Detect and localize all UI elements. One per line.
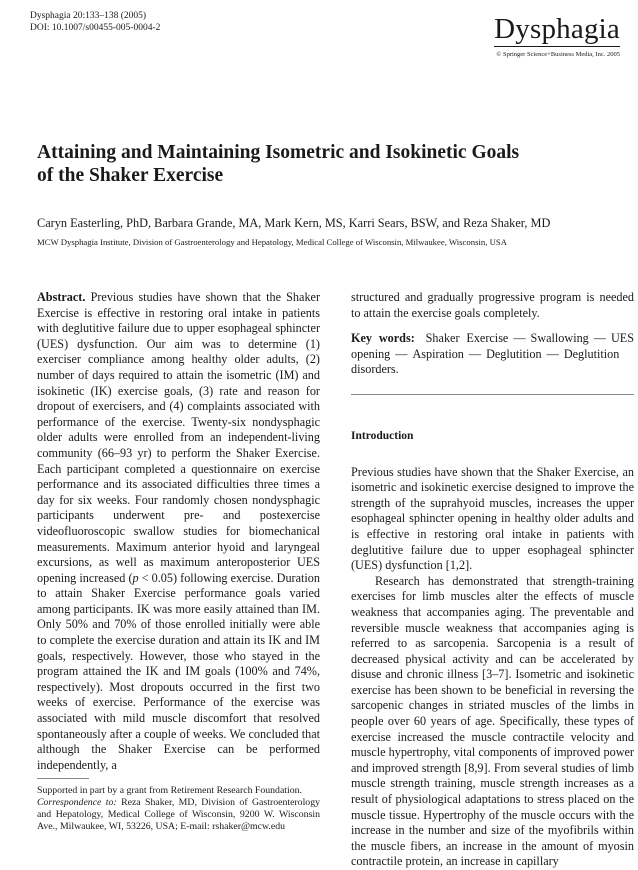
abstract-continuation: structured and gradually progressive program is needed to attain the exercise goals completely. <box>351 290 634 320</box>
right-column <box>351 290 634 870</box>
keyword: UES opening <box>351 331 634 361</box>
abstract-text-b: < 0.05) following exercise. Duration to attain Shaker Exercise performance goals varied among participants. IK was more easily attained than IM. Only 50% and 70% of those enrolled initially were able to complete the exercise duration and attain its IK and IM goals, respectively. However, those who stayed in the program attained the IK and IM goals (100% and 74%, respectively). Most dropouts occurred in the first two weeks of exercise. Performance of the exercise was associated with mild muscle discomfort that resolved spontaneously after a couple of weeks. We concluded that although the Shaker Exercise can be performed independently, a <box>37 570 320 772</box>
section-divider <box>351 394 634 395</box>
journal-logo: Dysphagia <box>494 13 620 45</box>
section-heading-introduction: Introduction <box>351 429 414 442</box>
keywords <box>351 331 634 378</box>
keyword-separator: — <box>546 346 559 361</box>
copyright-notice: © Springer Science+Business Media, Inc. 2005 <box>496 51 620 58</box>
p-value-symbol: p <box>132 570 139 585</box>
journal-reference <box>30 11 160 34</box>
abstract-text-a: Previous studies have shown that the Shaker Exercise is effective in restoring oral intake in patients with deglutitive failure due to upper esophageal sphincter (UES) dysfunction. Our aim was to determine (1) exerciser compliance among healthy older adults, (2) number of days required to attain the isometric (IM) and isokinetic (IK) exercise goals, (3) rate and reason for dropout of exercisers, and (4) complaints associated with performance of the exercise. Twenty-six nondysphagic older adults were enrolled from an independent-living community (66–93 yr) to perform the Shaker Exercise. Each participant completed a questionnaire on exercise performance and its associated difficulties three times a day for six weeks. Four randomly chosen nondysphagic participants underwent pre- and postexercise videofluoroscopic swallow studies for biomechanical measurements. Maximum anterior hyoid and laryngeal excursions, as well as maximum anteroposterior UES opening increased ( <box>37 290 321 585</box>
footnotes <box>37 785 320 833</box>
journal-masthead <box>494 14 620 59</box>
keyword-separator: — <box>513 331 526 346</box>
keyword: Deglutition <box>486 346 542 361</box>
author-list: Caryn Easterling, PhD, Barbara Grande, MA, Mark Kern, MS, Karri Sears, BSW, and Reza Shaker, MD <box>37 216 551 230</box>
footnote-divider <box>37 778 89 779</box>
correspondence-text: Reza Shaker, MD, Division of Gastroenterology and Hepatology, Medical College of Wisconsin, 9200 W. Wisconsin Ave., Milwaukee, WI, 53226, USA; E-mail: rshaker@mcw.edu <box>37 796 320 832</box>
keyword: Aspiration <box>412 346 464 361</box>
introduction-paragraph-2: Research has demonstrated that strength-training exercises for limb muscles alter the effects of muscle weakness that accompanies aging. The preventable and reversible muscle weakness that accompanies aging is referred to as sarcopenia. Sarcopenia is a result of decreased physical activity and can be accelerated by disuse and chronic illness [3–7]. Isometric and isokinetic exercise has been shown to be beneficial in reversing the sarcopenic changes in striated muscles of the limbs in people over 60 years of age. Specifically, these types of exercise increased the muscle contractile velocity and muscle hypertrophy, vital components of improved power and improved strength [8,9]. From several studies of limb muscle strength training, muscle strength increases as a result of physiological adaptations to stress placed on the muscle tissue. Hypertrophy of the muscle occurs with the increase in the number and size of the myofibrils within the muscle fibers, an increase in the amount of myosin contractile protein, an increase in capillary <box>351 573 634 869</box>
article-title <box>37 142 597 187</box>
keyword: Deglutition disorders. <box>351 346 620 377</box>
keyword: Shaker Exercise <box>425 331 509 346</box>
correspondence-label: Correspondence to: <box>37 796 117 808</box>
correspondence-note <box>37 797 320 833</box>
title-line-1: Attaining and Maintaining Isometric and Isokinetic Goals <box>37 142 520 163</box>
funding-note: Supported in part by a grant from Retirement Research Foundation. <box>37 785 302 796</box>
keyword-separator: — <box>468 346 482 361</box>
keyword: Swallowing <box>530 331 589 346</box>
title-line-2: of the Shaker Exercise <box>37 164 224 186</box>
keyword-separator: — <box>593 331 606 346</box>
journal-citation: Dysphagia 20:133–138 (2005) <box>30 11 147 21</box>
left-column <box>37 290 320 773</box>
author-affiliation: MCW Dysphagia Institute, Division of Gastroenterology and Hepatology, Medical College of Wisconsin, Milwaukee, Wisconsin, USA <box>37 237 507 247</box>
keywords-label: Key words: <box>351 331 415 346</box>
keyword-separator: — <box>395 346 408 361</box>
doi: DOI: 10.1007/s00455-005-0004-2 <box>30 22 161 33</box>
abstract-label: Abstract. <box>37 290 86 304</box>
abstract-paragraph <box>37 290 320 773</box>
introduction-paragraph-1: Previous studies have shown that the Shaker Exercise, an isometric and isokinetic exercise designed to improve the strength of the suprahyoid muscles, increases the upper esophageal sphincter opening in healthy older adults and is effective in restoring oral intake in patients with deglutitive failure due to upper esophageal sphincter (UES) dysfunction [1,2]. <box>351 464 634 573</box>
